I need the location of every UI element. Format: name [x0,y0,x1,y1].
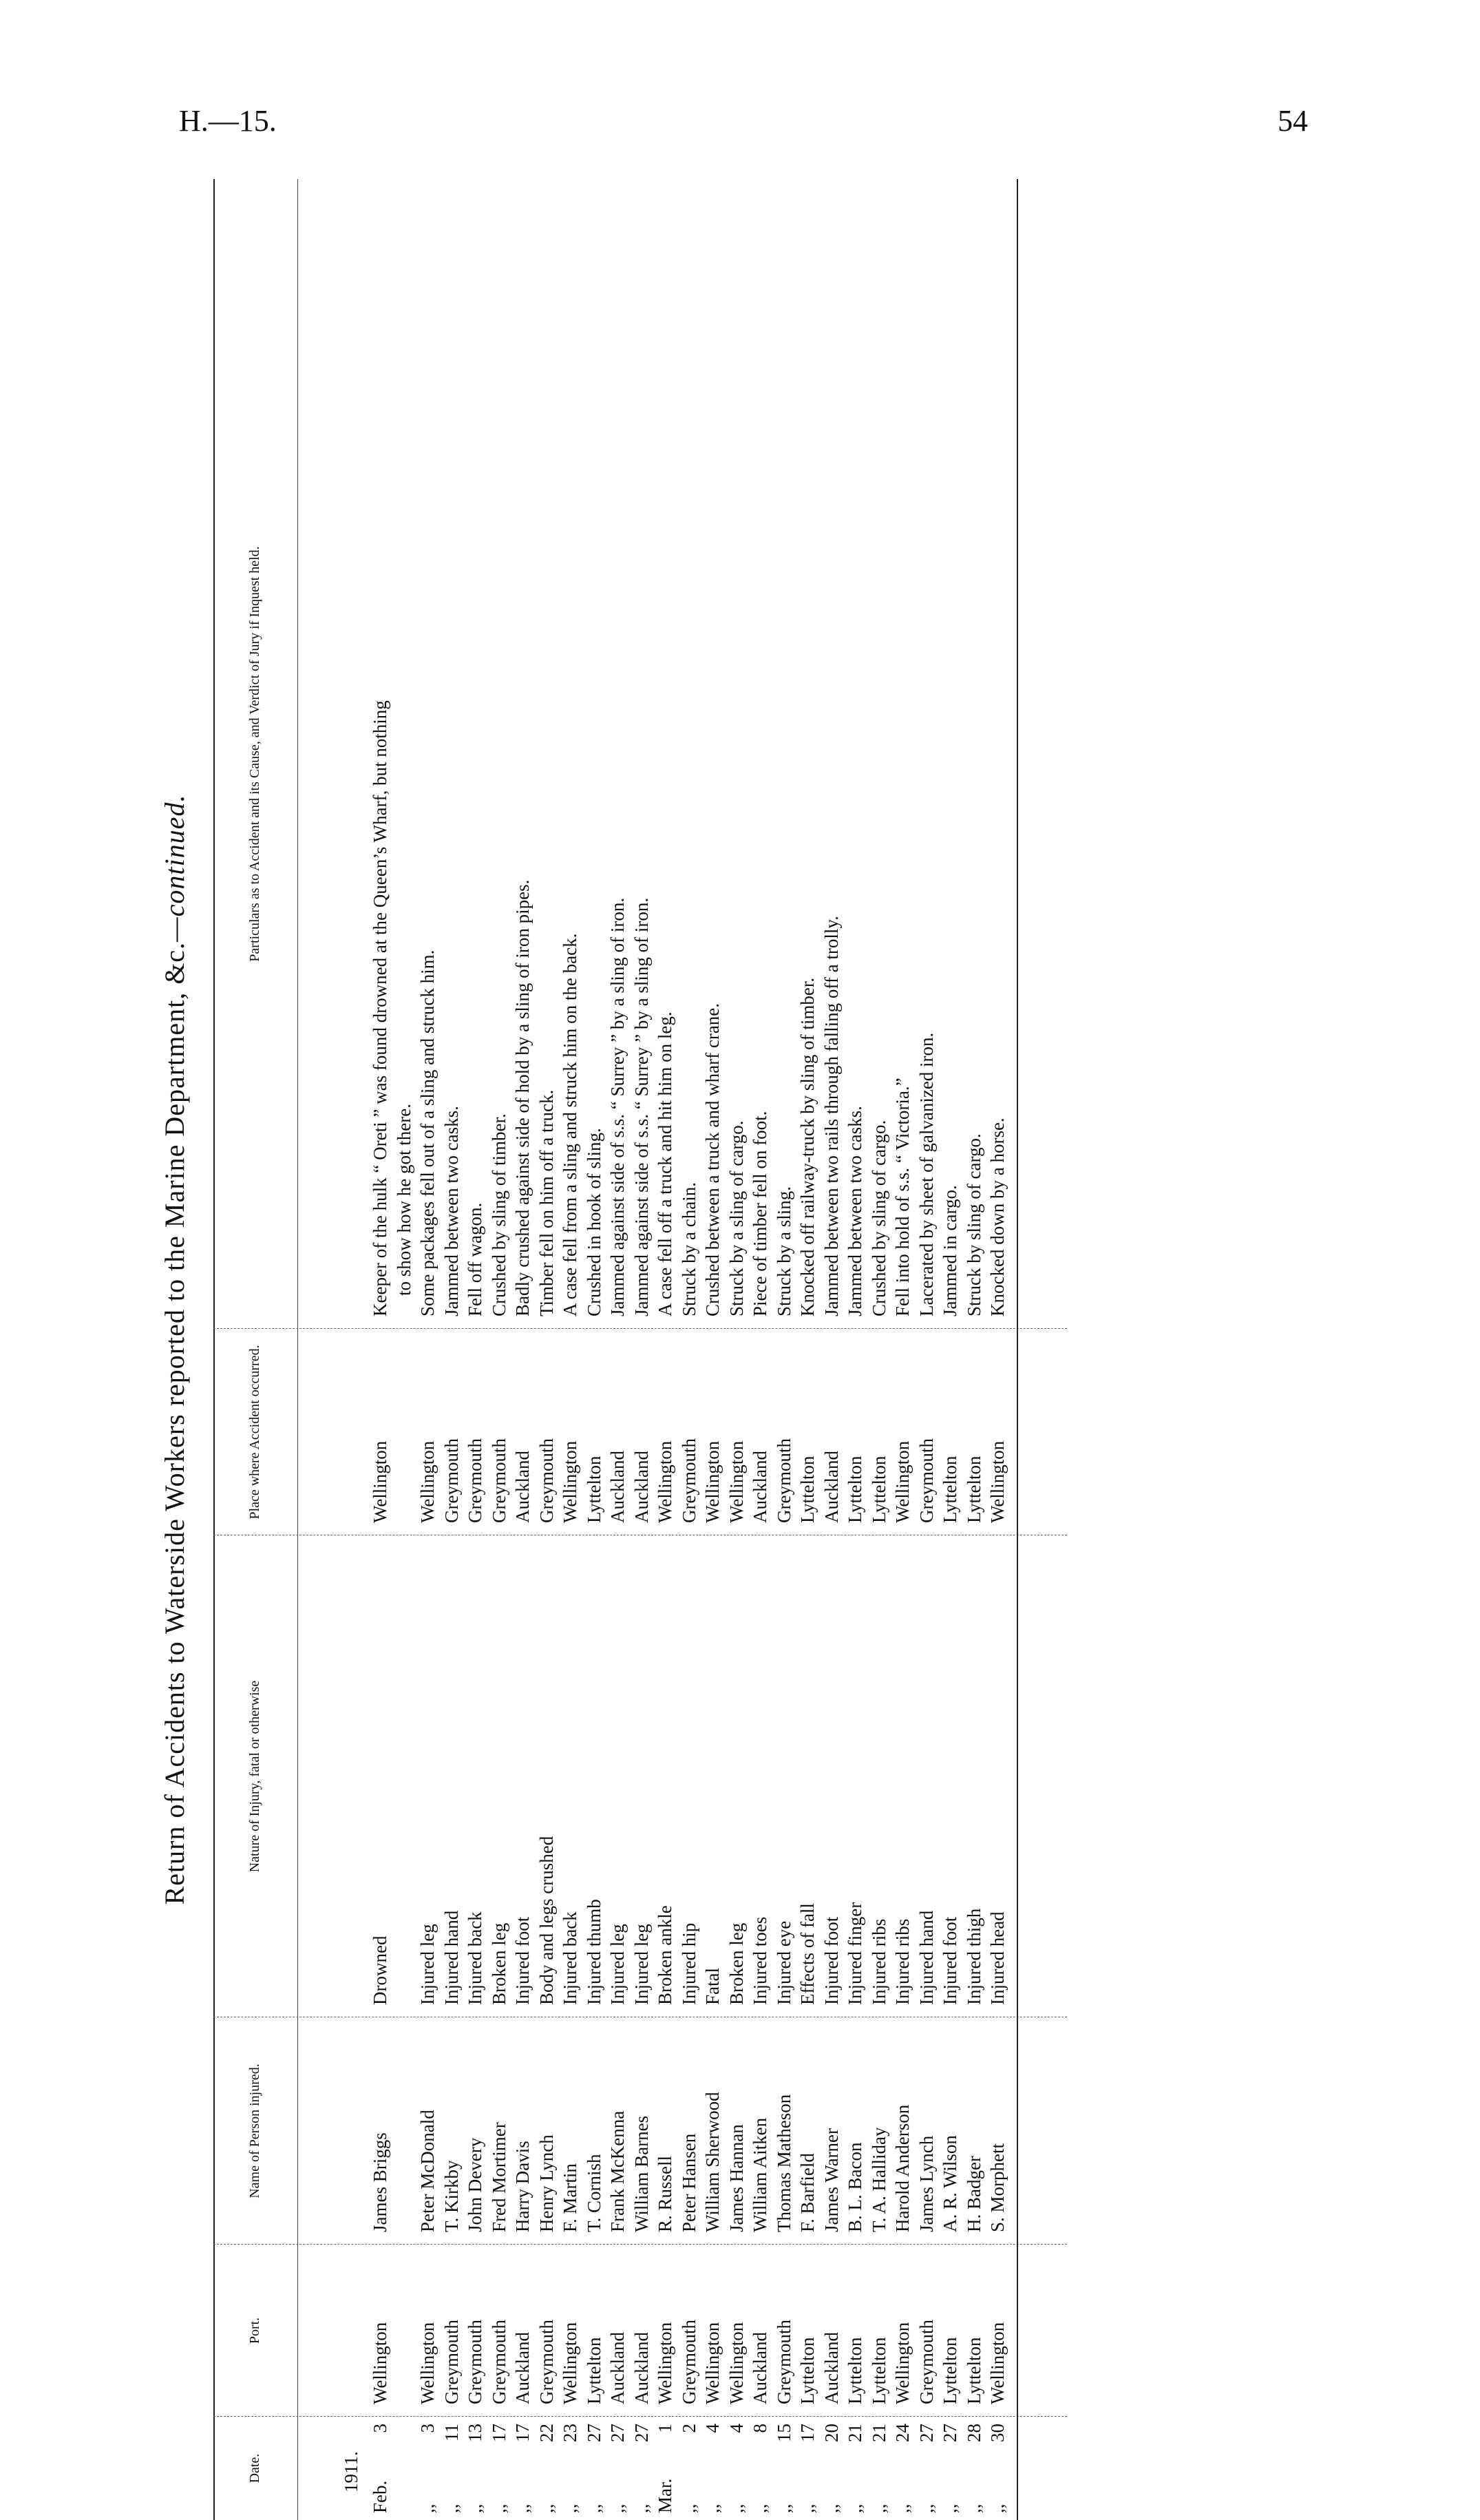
place-cell: Greymouth [678,1438,699,1523]
place-cell: Greymouth [773,1438,794,1523]
table-row [962,179,986,2520]
name-cell: T. A. Halliday [868,2127,889,2232]
injury-cell: Injured eye [773,1920,794,2005]
name-cell: James Warner [821,2128,842,2232]
place-cell: Auckland [750,1451,770,1523]
month-cell: Mar. [655,2478,675,2513]
month-cell: ,, [868,2503,889,2513]
table-row [606,179,629,2520]
port-cell: Greymouth [465,2320,485,2404]
day-cell: 24 [892,2424,913,2442]
injury-cell: Fatal [702,1968,723,2005]
particulars-cell: A case fell off a truck and hit him on leg. [655,1011,675,1316]
day-cell: 4 [702,2424,723,2433]
month-cell: ,, [963,2503,984,2513]
injury-cell: Effects of fall [797,1903,818,2005]
name-cell: William Aitken [750,2117,770,2232]
particulars-cell: A case fell from a sling and struck him on the back. [560,933,580,1316]
port-cell: Wellington [726,2322,747,2404]
table-row [487,179,511,2520]
injury-cell: Injured toes [750,1916,770,2005]
particulars-cell: Fell into hold of s.s. “ Victoria.” [892,1078,913,1316]
day-cell: 30 [987,2424,1008,2442]
month-cell: ,, [821,2503,842,2513]
day-cell: 23 [560,2424,580,2442]
injury-cell: Injured thigh [963,1908,984,2005]
place-cell: Greymouth [441,1438,462,1523]
table-row [677,179,701,2520]
name-cell: Thomas Matheson [773,2094,794,2232]
place-cell: Wellington [987,1440,1008,1523]
day-cell: 2 [678,2424,699,2433]
month-cell: ,, [678,2503,699,2513]
month-cell: ,, [773,2503,794,2513]
injury-cell: Injured leg [607,1924,628,2005]
port-cell: Wellington [987,2322,1008,2404]
port-cell: Wellington [702,2322,723,2404]
injury-cell: Drowned [370,1935,390,2005]
injury-cell: Injured ribs [868,1918,889,2005]
table-row [653,179,677,2520]
rotated-table-sheet [158,179,1205,2520]
injury-cell: Broken leg [726,1922,747,2005]
injury-cell: Broken leg [488,1922,509,2005]
name-cell: John Devery [465,2137,485,2232]
table-row [368,179,392,2520]
month-cell: ,, [631,2503,652,2513]
day-cell: 27 [607,2424,628,2442]
table-row [440,179,463,2520]
particulars-cell: Jammed against side of s.s. “ Surrey ” by a sling of iron. [631,897,652,1316]
injury-cell: Injured hand [441,1910,462,2005]
year-label: 1911. [341,2451,361,2492]
table-title-text: Return of Accidents to Waterside Workers reported to the Marine Department, &c. [159,941,190,1905]
place-cell: Wellington [370,1440,390,1523]
day-cell: 27 [916,2424,937,2442]
column-header-name: Name of Person injured. [246,2064,262,2198]
port-cell: Wellington [370,2322,390,2404]
injury-cell: Injured head [987,1911,1008,2005]
place-cell: Wellington [892,1440,913,1523]
port-cell: Greymouth [678,2320,699,2404]
month-cell: ,, [488,2503,509,2513]
month-cell: ,, [702,2503,723,2513]
particulars-cell: Lacerated by sheet of galvanized iron. [916,1032,937,1316]
particulars-cell: Jammed between two casks. [845,1106,865,1316]
accidents-table [213,179,1205,2520]
injury-cell: Injured thumb [583,1899,604,2005]
particulars-cell: Fell off wagon. [465,1202,485,1316]
injury-cell: Injured foot [512,1916,533,2005]
name-cell: William Barnes [631,2115,652,2232]
day-cell: 27 [631,2424,652,2442]
table-row [511,179,534,2520]
port-cell: Greymouth [488,2320,509,2404]
port-cell: Wellington [560,2322,580,2404]
day-cell: 1 [655,2424,675,2433]
injury-cell: Injured hip [678,1922,699,2005]
port-cell: Greymouth [773,2320,794,2404]
month-cell: ,, [536,2503,557,2513]
port-cell: Lyttelton [797,2337,818,2404]
table-row [582,179,606,2520]
month-cell: ,, [417,2503,438,2513]
particulars-cell: Jammed between two rails through falling off a trolly. [821,916,842,1316]
place-cell: Greymouth [488,1438,509,1523]
month-cell [392,2458,416,2513]
particulars-cell: Struck by sling of cargo. [963,1133,984,1316]
column-header-place: Place where Accident occurred. [246,1345,262,1520]
month-cell: ,, [892,2503,913,2513]
particulars-cell: Struck by a chain. [678,1182,699,1316]
table-row [891,179,914,2520]
particulars-cell: Jammed against side of s.s. “ Surrey ” by a sling of iron. [607,897,628,1316]
column-header-injury: Nature of Injury, fatal or otherwise [246,1680,262,1873]
day-cell: 21 [845,2424,865,2442]
day-cell: 21 [868,2424,889,2442]
injury-cell: Broken ankle [655,1905,675,2005]
injury-cell: Injured hand [916,1910,937,2005]
day-cell: 13 [465,2424,485,2442]
place-cell: Wellington [560,1440,580,1523]
day-cell: 4 [726,2424,747,2433]
particulars-cell: Knocked down by a horse. [987,1117,1008,1316]
name-cell: Fred Mortimer [488,2122,509,2232]
particulars-cell: Some packages fell out of a sling and struck him. [417,949,438,1316]
month-cell: ,, [607,2503,628,2513]
table-row [701,179,724,2520]
month-cell: ,, [845,2503,865,2513]
name-cell: Henry Lynch [536,2134,557,2232]
place-cell: Lyttelton [940,1456,960,1523]
place-cell: Auckland [821,1451,842,1523]
table-title [158,179,193,2520]
place-cell: Lyttelton [797,1456,818,1523]
table-row [986,179,1009,2520]
name-cell: T. Cornish [583,2154,604,2232]
table-row [796,179,819,2520]
injury-cell: Injured leg [417,1924,438,2005]
place-cell: Lyttelton [868,1456,889,1523]
particulars-cell: Timber fell on him off a truck. [536,1089,557,1316]
injury-cell: Body and legs crushed [536,1836,557,2005]
particulars-cell: Jammed between two casks. [441,1106,462,1316]
table-bottom-rule [1017,179,1018,2520]
particulars-cell: Knocked off railway-truck by sling of timber. [797,977,818,1316]
name-cell: James Briggs [370,2132,390,2232]
port-cell: Wellington [417,2322,438,2404]
place-cell: Wellington [417,1440,438,1523]
particulars-cell: Jammed in cargo. [940,1185,960,1316]
port-cell: Wellington [892,2322,913,2404]
day-cell: 22 [536,2424,557,2442]
place-cell: Greymouth [916,1438,937,1523]
particulars-cell: to show how he got there. [393,1104,414,1296]
name-cell [392,2019,416,2232]
month-cell: ,, [940,2503,960,2513]
day-cell: 17 [512,2424,533,2442]
name-cell: James Hannan [726,2124,747,2232]
name-cell: Harold Anderson [892,2104,913,2232]
particulars-cell: Crushed by sling of cargo. [868,1120,889,1316]
month-cell: ,, [797,2503,818,2513]
place-cell: Lyttelton [845,1456,865,1523]
particulars-cell: Crushed by sling of timber. [488,1113,509,1316]
place-cell: Auckland [607,1451,628,1523]
table-title-continued: —continued. [159,794,190,942]
table-row [558,179,582,2520]
name-cell: Peter Hansen [678,2133,699,2232]
table-row [416,179,439,2520]
name-cell: B. L. Bacon [845,2142,865,2232]
port-cell: Lyttelton [940,2337,960,2404]
day-cell [392,2424,416,2461]
place-cell: Wellington [702,1440,723,1523]
table-row [392,179,416,2520]
month-cell: Feb. [370,2480,390,2513]
particulars-cell: Badly crushed against side of hold by a sling of iron pipes. [512,879,533,1316]
place-cell [392,1330,416,1523]
table-row [915,179,938,2520]
day-cell: 11 [441,2424,462,2442]
injury-cell: Injured foot [821,1916,842,2005]
table-row [630,179,653,2520]
month-cell: ,, [560,2503,580,2513]
injury-cell: Injured back [560,1911,580,2005]
port-cell: Lyttelton [845,2337,865,2404]
port-cell: Auckland [631,2332,652,2404]
name-cell: F. Martin [560,2163,580,2232]
table-row [725,179,748,2520]
name-cell: T. Kirkby [441,2160,462,2232]
port-cell: Lyttelton [963,2337,984,2404]
day-cell: 28 [963,2424,984,2442]
column-header-particulars: Particulars as to Accident and its Cause, and Verdict of Jury if Inquest held. [246,546,262,962]
day-cell: 8 [750,2424,770,2433]
name-cell: Frank McKenna [607,2110,628,2232]
table-row [843,179,867,2520]
port-cell: Greymouth [441,2320,462,2404]
name-cell: S. Morphett [987,2143,1008,2232]
table-row [820,179,843,2520]
day-cell: 17 [488,2424,509,2442]
injury-cell: Injured leg [631,1924,652,2005]
port-cell: Lyttelton [583,2337,604,2404]
place-cell: Lyttelton [583,1456,604,1523]
place-cell: Greymouth [465,1438,485,1523]
table-row [938,179,962,2520]
particulars-cell: Piece of timber fell on foot. [750,1111,770,1316]
document-code: H.—15. [179,104,277,138]
month-cell: ,, [726,2503,747,2513]
month-cell: ,, [465,2503,485,2513]
injury-cell: Injured ribs [892,1918,913,2005]
particulars-cell: Struck by a sling of cargo. [726,1120,747,1316]
injury-cell: Injured foot [940,1916,960,2005]
column-header-port: Port. [246,2317,262,2344]
port-cell: Auckland [607,2332,628,2404]
port-cell: Lyttelton [868,2337,889,2404]
particulars-cell: Struck by a sling. [773,1186,794,1316]
month-cell: ,, [987,2503,1008,2513]
name-cell: H. Badger [963,2156,984,2232]
month-cell: ,, [441,2503,462,2513]
day-cell: 27 [940,2424,960,2442]
page-number: 54 [1278,104,1308,138]
month-cell: ,, [750,2503,770,2513]
injury-cell [392,1544,416,2005]
table-row [535,179,558,2520]
day-cell: 3 [370,2424,390,2433]
month-cell: ,, [583,2503,604,2513]
place-cell: Lyttelton [963,1456,984,1523]
month-cell: ,, [512,2503,533,2513]
table-row [463,179,487,2520]
table-row [748,179,772,2520]
day-cell: 17 [797,2424,818,2442]
particulars-cell: Keeper of the hulk “ Oreti ” was found drowned at the Queen’s Wharf, but nothing [370,700,390,1316]
place-cell: Auckland [631,1451,652,1523]
header-bottom-rule [297,179,298,2520]
day-cell: 3 [417,2424,438,2433]
place-cell: Wellington [655,1440,675,1523]
page-header [179,103,1308,151]
port-cell [392,2246,416,2404]
name-cell: William Sherwood [702,2092,723,2232]
place-cell: Greymouth [536,1438,557,1523]
day-cell: 20 [821,2424,842,2442]
port-cell: Greymouth [916,2320,937,2404]
particulars-cell: Crushed in hook of sling. [583,1128,604,1316]
name-cell: James Lynch [916,2135,937,2232]
day-cell: 27 [583,2424,604,2442]
injury-cell: Injured finger [845,1902,865,2005]
table-row [772,179,796,2520]
column-header-date: Date. [246,2453,262,2484]
name-cell: A. R. Wilson [940,2135,960,2232]
port-cell: Auckland [750,2332,770,2404]
injury-cell: Injured back [465,1911,485,2005]
name-cell: R. Russell [655,2155,675,2232]
name-cell: Harry Davis [512,2141,533,2232]
port-cell: Wellington [655,2322,675,2404]
table-row [867,179,891,2520]
month-cell: ,, [916,2503,937,2513]
port-cell: Auckland [512,2332,533,2404]
name-cell: Peter McDonald [417,2110,438,2232]
day-cell: 15 [773,2424,794,2442]
particulars-cell: Crushed between a truck and wharf crane. [702,1002,723,1316]
port-cell: Auckland [821,2332,842,2404]
place-cell: Auckland [512,1451,533,1523]
port-cell: Greymouth [536,2320,557,2404]
place-cell: Wellington [726,1440,747,1523]
name-cell: F. Barfield [797,2153,818,2232]
